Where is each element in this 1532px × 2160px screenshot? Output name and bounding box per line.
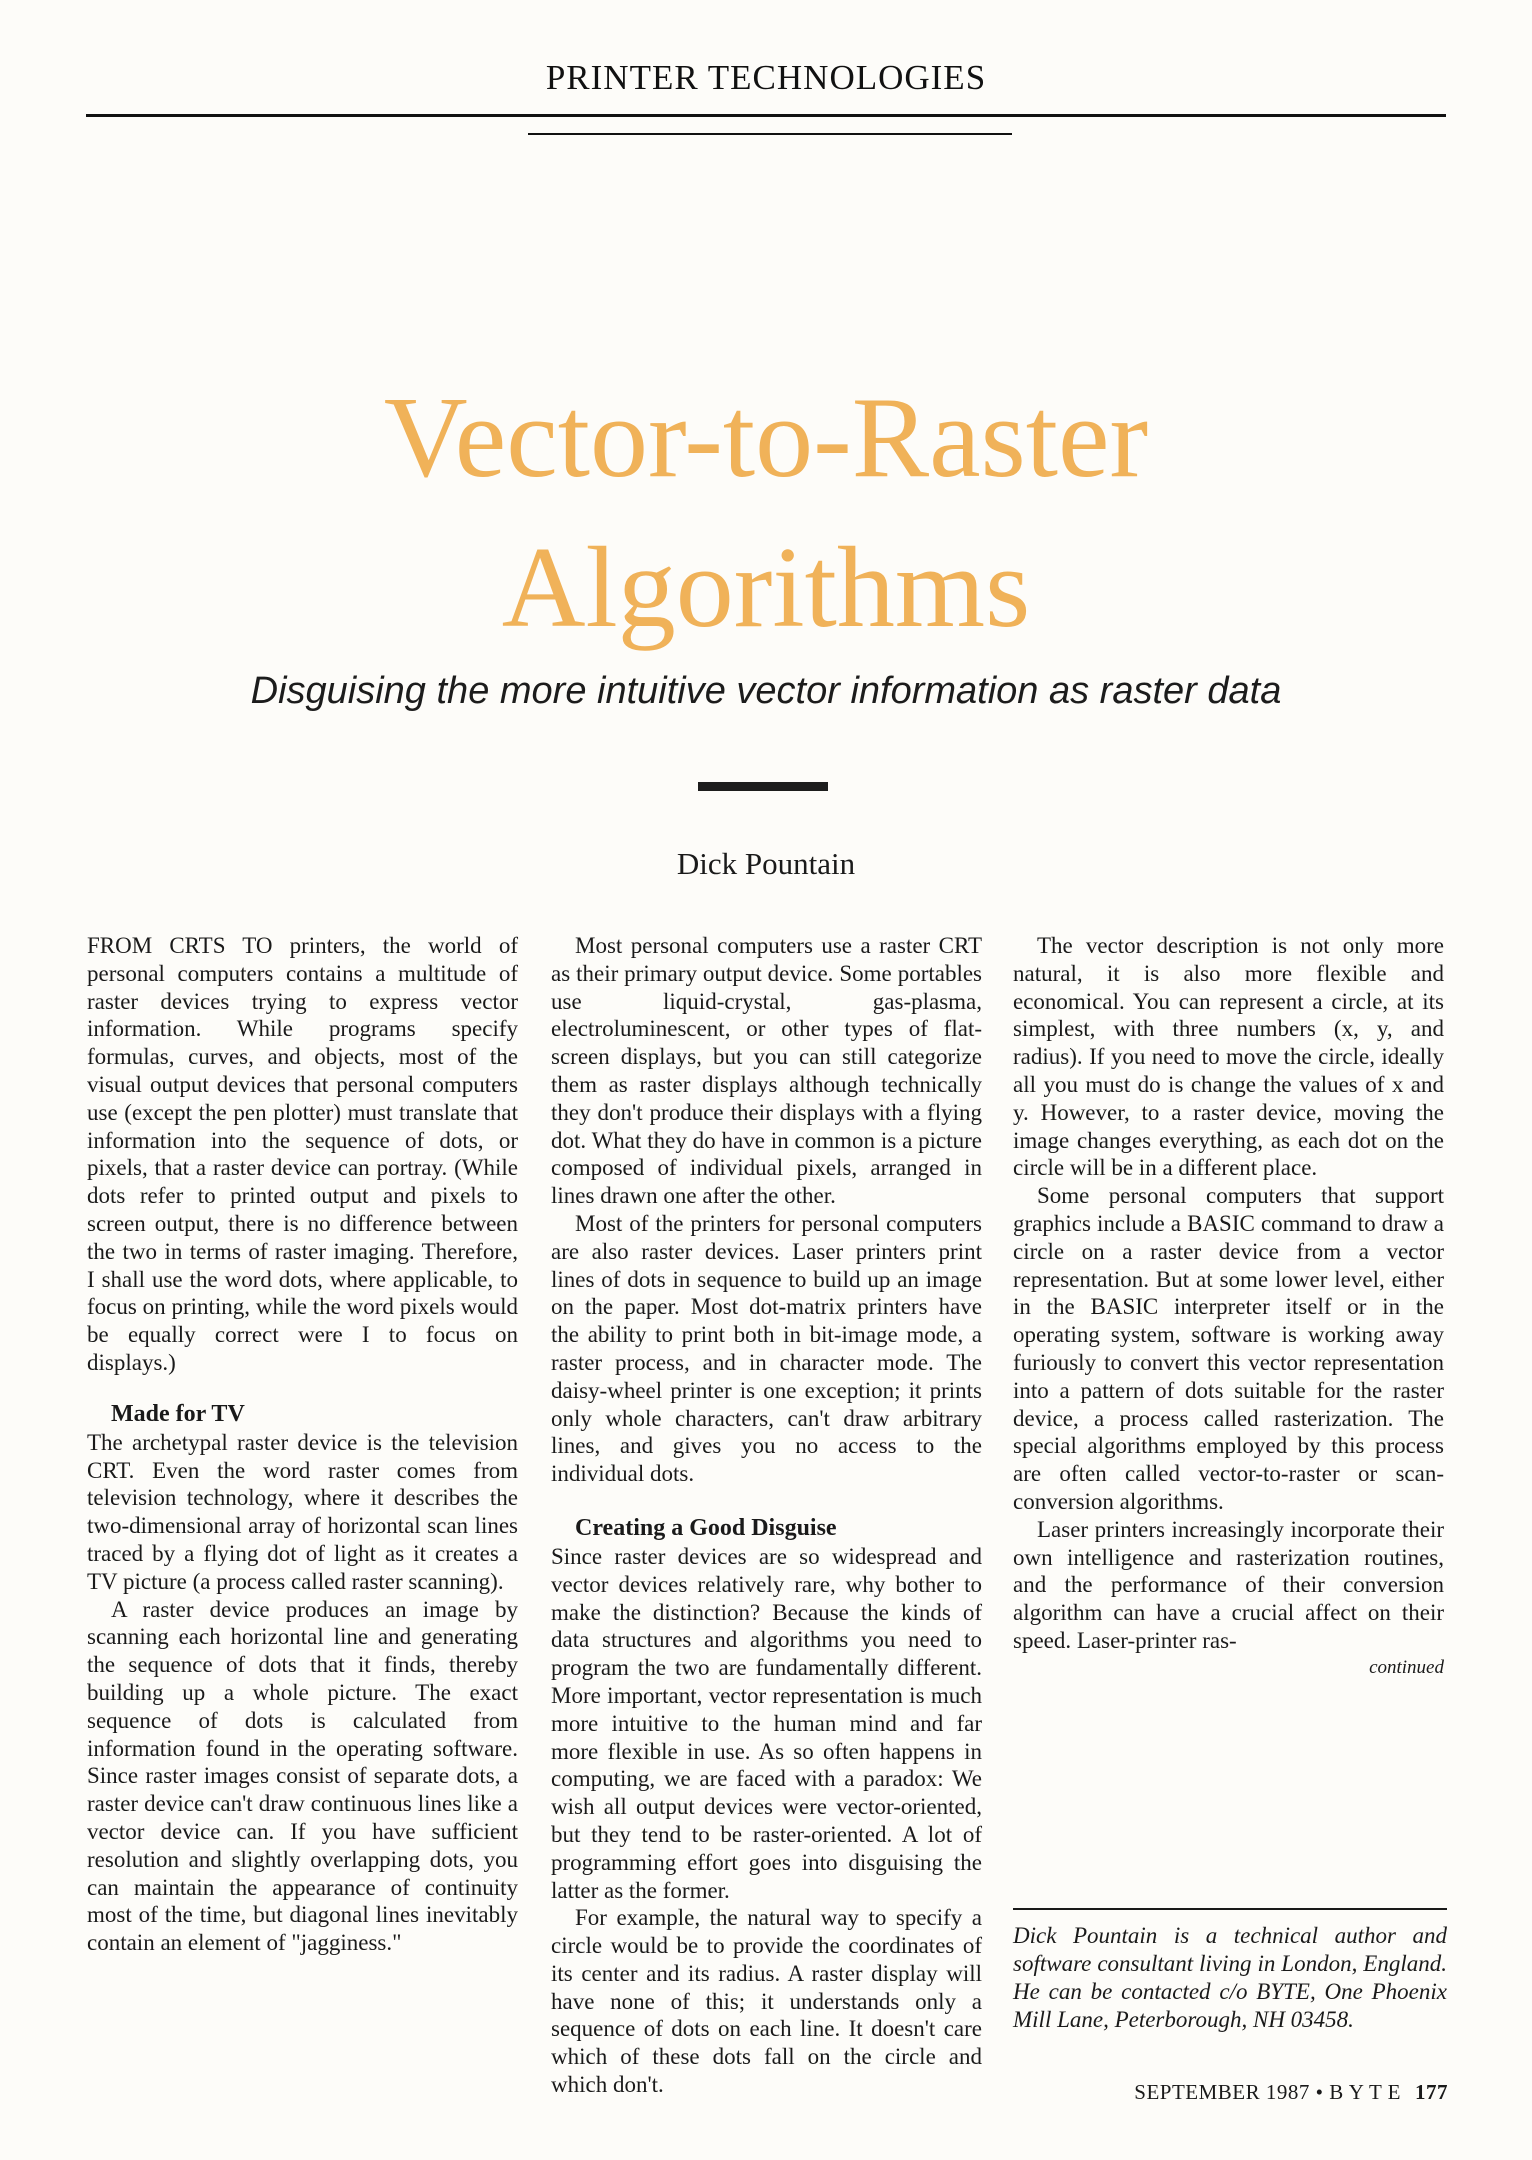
section-heading: Creating a Good Disguise xyxy=(575,1514,837,1541)
continued-label: continued xyxy=(1369,1656,1444,1678)
paragraph: Some personal computers that support graphics include a BASIC command to draw a circle on a raster device from a vector representation. But at some lower level, either in the BASIC interpreter itself or in the operating system, software is working away furiously to convert this vector representation into a pattern of dots suitable for the raster device, a process called rasterization. The special algorithms employed by this process are often called vector-to-raster or scan-conversion algorithms. xyxy=(1013,1183,1444,1514)
header-subrule xyxy=(528,133,1012,135)
article-subtitle: Disguising the more intuitive vector information as raster data xyxy=(250,670,1282,712)
title-divider xyxy=(698,782,828,791)
column-3 xyxy=(1013,932,1444,1681)
paragraph: FROM CRTS TO printers, the world of personal computers contains a multitude of raster devices trying to express vector information. While programs specify formulas, curves, and objects, most of the visual output devices that personal computers use (except the pen plotter) must translate that information into the sequence of dots, or pixels, that a raster device can portray. (While dots refer to printed output and pixels to screen output, there is no difference between the two in terms of raster imaging. Therefore, I shall use the word dots, where applicable, to focus on printing, while the word pixels would be equally correct were I to focus on displays.) xyxy=(87,933,518,1375)
issue-label: SEPTEMBER 1987 • B Y T E xyxy=(1134,2080,1401,2104)
paragraph: Since raster devices are so widespread and vector devices relatively rare, why bother to make the distinction? Because the kinds of data structures and algorithms you need to program the two are fundamentally different. More important, vector representation is much more intuitive to the human mind and far more flexible in use. As so often happens in computing, we are faced with a paradox: We wish all output devices were vector-oriented, but they tend to be raster-oriented. A lot of programming effort goes into disguising the latter as the former. xyxy=(551,1543,982,1903)
page-footer xyxy=(1134,2080,1448,2105)
paragraph: The vector description is not only more natural, it is also more flexible and economical. You can represent a circle, at its simplest, with three numbers (x, y, and radius). If you need to move the circle, ideally all you must do is change the values of x and y. However, to a raster device, moving the image changes everything, as each dot on the circle will be in a different place. xyxy=(1013,933,1444,1181)
author-byline: Dick Pountain xyxy=(676,846,856,881)
paragraph: Most of the printers for personal computers are also raster devices. Laser printers print lines of dots in sequence to build up an image on the paper. Most dot-matrix printers have the ability to print both in bit-image mode, a raster process, and in character mode. The daisy-wheel printer is one exception; it prints only whole characters, can't draw arbitrary lines, and gives you no access to the individual dots. xyxy=(551,1210,982,1487)
author-bio xyxy=(1013,1908,1447,2034)
column-2 xyxy=(551,932,982,2099)
column-1 xyxy=(87,932,518,1957)
page-number: 177 xyxy=(1415,2080,1448,2104)
paragraph: Laser printers increasingly incorporate their own intelligence and rasterization routines, and the performance of their conversion algorithm can have a crucial affect on their speed. Laser-printer ras- xyxy=(1013,1516,1444,1653)
section-header: PRINTER TECHNOLOGIES xyxy=(545,58,987,97)
section-heading: Made for TV xyxy=(111,1400,245,1427)
paragraph: Most personal computers use a raster CRT as their primary output device. Some portables use liquid-crystal, gas-plasma, electroluminescent, or other types of flat-screen displays, but you can still categorize them as raster displays although technically they don't produce their displays with a flying dot. What they do have in common is a picture composed of individual pixels, arranged in lines drawn one after the other. xyxy=(551,933,982,1209)
paragraph: A raster device produces an image by scanning each horizontal line and generating the sequence of dots that it finds, thereby building up a whole picture. The exact sequence of dots is calculated from information found in the operating software. Since raster images consist of separate dots, a raster device can't draw continuous lines like a vector device can. If you have sufficient resolution and slightly overlapping dots, you can maintain the appearance of continuity most of the time, but diagonal lines inevitably contain an element of "jagginess." xyxy=(87,1596,518,1956)
article-title-line-1: Vector-to-Raster xyxy=(383,374,1149,502)
header-rule xyxy=(86,114,1446,117)
paragraph: For example, the natural way to specify a circle would be to provide the coordinates of its center and its radius. A raster display will have none of this; it understands only a sequence of dots on each line. It doesn't care which of these dots fall on the circle and which don't. xyxy=(551,1905,982,2098)
author-bio-text: Dick Pountain is a technical author and software consultant living in London, England. He can be contacted c/o BYTE, One Phoenix Mill Lane, Peterborough, NH 03458. xyxy=(1013,1923,1447,2032)
paragraph: The archetypal raster device is the television CRT. Even the word raster comes from television technology, where it describes the two-dimensional array of horizontal scan lines traced by a flying dot of light as it creates a TV picture (a process called raster scanning). xyxy=(87,1429,518,1594)
article-title-line-2: Algorithms xyxy=(501,524,1031,652)
